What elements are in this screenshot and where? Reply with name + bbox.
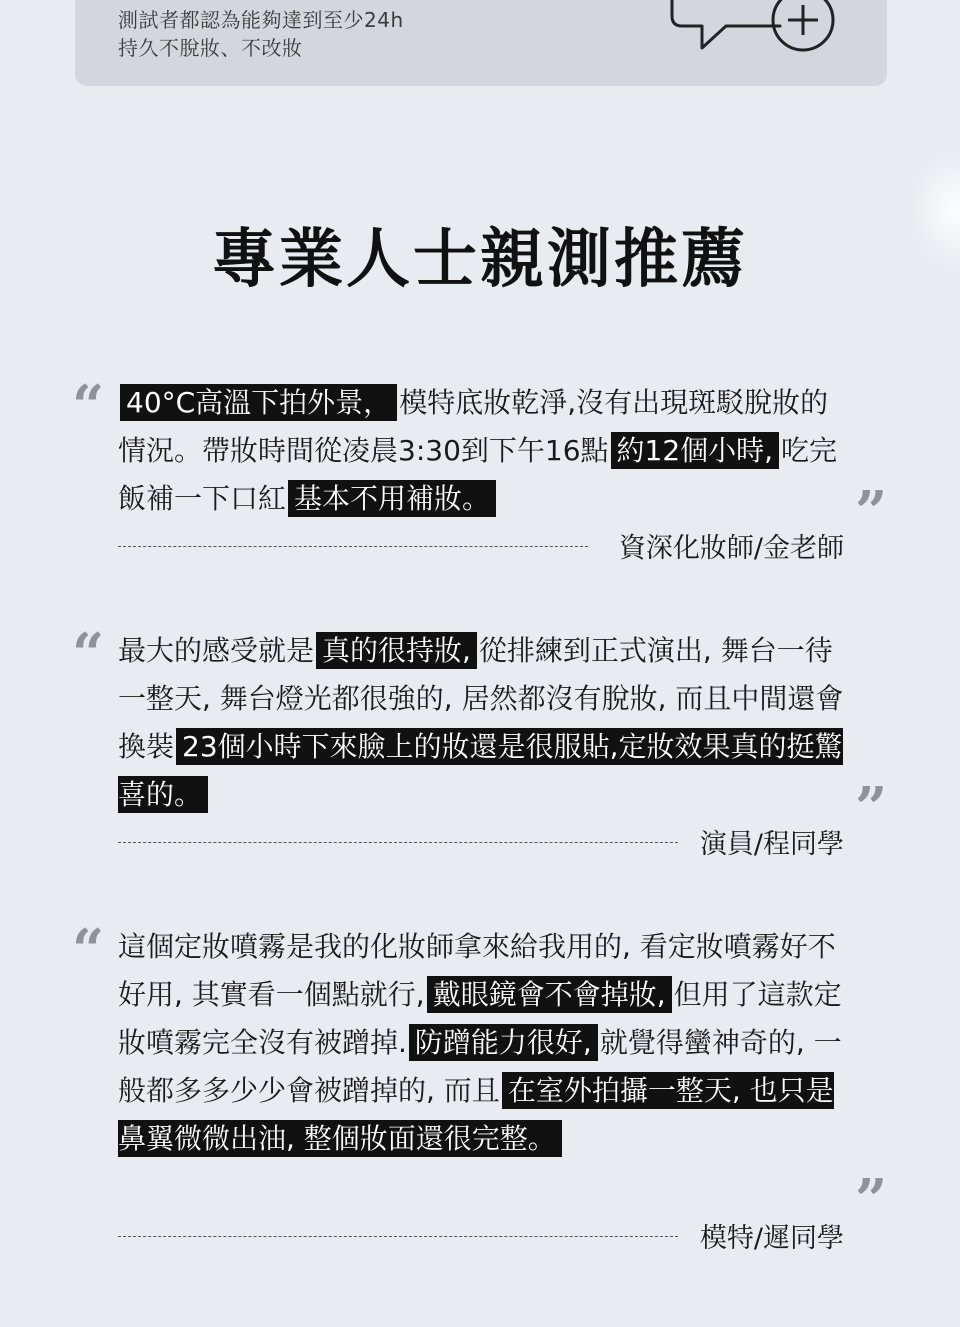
divider xyxy=(118,546,588,547)
testimonial-1-text: 吃完飯補一下口紅 xyxy=(118,434,838,515)
testimonial-2-highlight: 真的很持妝, xyxy=(316,632,477,669)
testimonial-2-text: 從排練到正式演出, 舞台一待一整天, 舞台燈光都很強的, 居然都沒有脫妝, 而且中間還會換裝 xyxy=(118,634,844,763)
top-note-line2: 持久不脫妝、不改妝 xyxy=(118,36,303,60)
section-title: 專業人士親測推薦 xyxy=(212,223,748,297)
testimonial-1-author: 資深化妝師/金老師 xyxy=(618,533,844,564)
top-note xyxy=(118,6,404,62)
testimonial-1-highlight: 約12個小時, xyxy=(611,432,780,469)
open-quote-icon: “ xyxy=(72,621,105,687)
close-quote-icon: ” xyxy=(855,775,888,841)
testimonial-3-text: 這個定妝噴霧是我的化妝師拿來給我用的, 看定妝噴霧好不好用, 其實看一個點就行, xyxy=(118,930,836,1011)
testimonial-3-text: 但用了這款定妝噴霧完全沒有被蹭掉. xyxy=(118,978,842,1059)
testimonial-3-author: 模特/遲同學 xyxy=(699,1223,844,1254)
open-quote-icon: “ xyxy=(72,917,105,983)
testimonial-1-highlight: 基本不用補妝。 xyxy=(288,480,496,517)
testimonial-2-text: 最大的感受就是 xyxy=(118,634,315,667)
testimonial-2-author: 演員/程同學 xyxy=(699,829,844,860)
close-quote-icon: ” xyxy=(855,479,888,545)
testimonial-1-highlight: 40°C高溫下拍外景， xyxy=(120,384,397,421)
testimonial-2-highlight: 23個小時下來臉上的妝還是很服貼,定妝效果真的挺驚喜的。 xyxy=(118,730,843,811)
chat-add-icon xyxy=(668,0,848,62)
testimonial-3-text: 就覺得蠻神奇的, 一般都多多少少會被蹭掉的, 而且 xyxy=(118,1026,842,1107)
divider xyxy=(118,842,678,843)
divider xyxy=(118,1236,678,1237)
testimonial-1 xyxy=(118,379,848,523)
testimonial-3 xyxy=(118,923,848,1163)
testimonial-1-text: 模特底妝乾淨,沒有出現斑駁脫妝的情況。帶妝時間從凌晨3:30到下午16點 xyxy=(118,386,829,467)
testimonial-2 xyxy=(118,627,848,819)
close-quote-icon: ” xyxy=(855,1167,888,1233)
testimonial-3-highlight: 防蹭能力很好, xyxy=(409,1024,598,1061)
testimonial-3-highlight: 在室外拍攝一整天, 也只是鼻翼微微出油, 整個妝面還很完整。 xyxy=(118,1074,834,1155)
top-note-line1: 測試者都認為能夠達到至少24h xyxy=(118,8,404,32)
open-quote-icon: “ xyxy=(72,373,105,439)
testimonial-3-highlight: 戴眼鏡會不會掉妝, xyxy=(427,976,672,1013)
